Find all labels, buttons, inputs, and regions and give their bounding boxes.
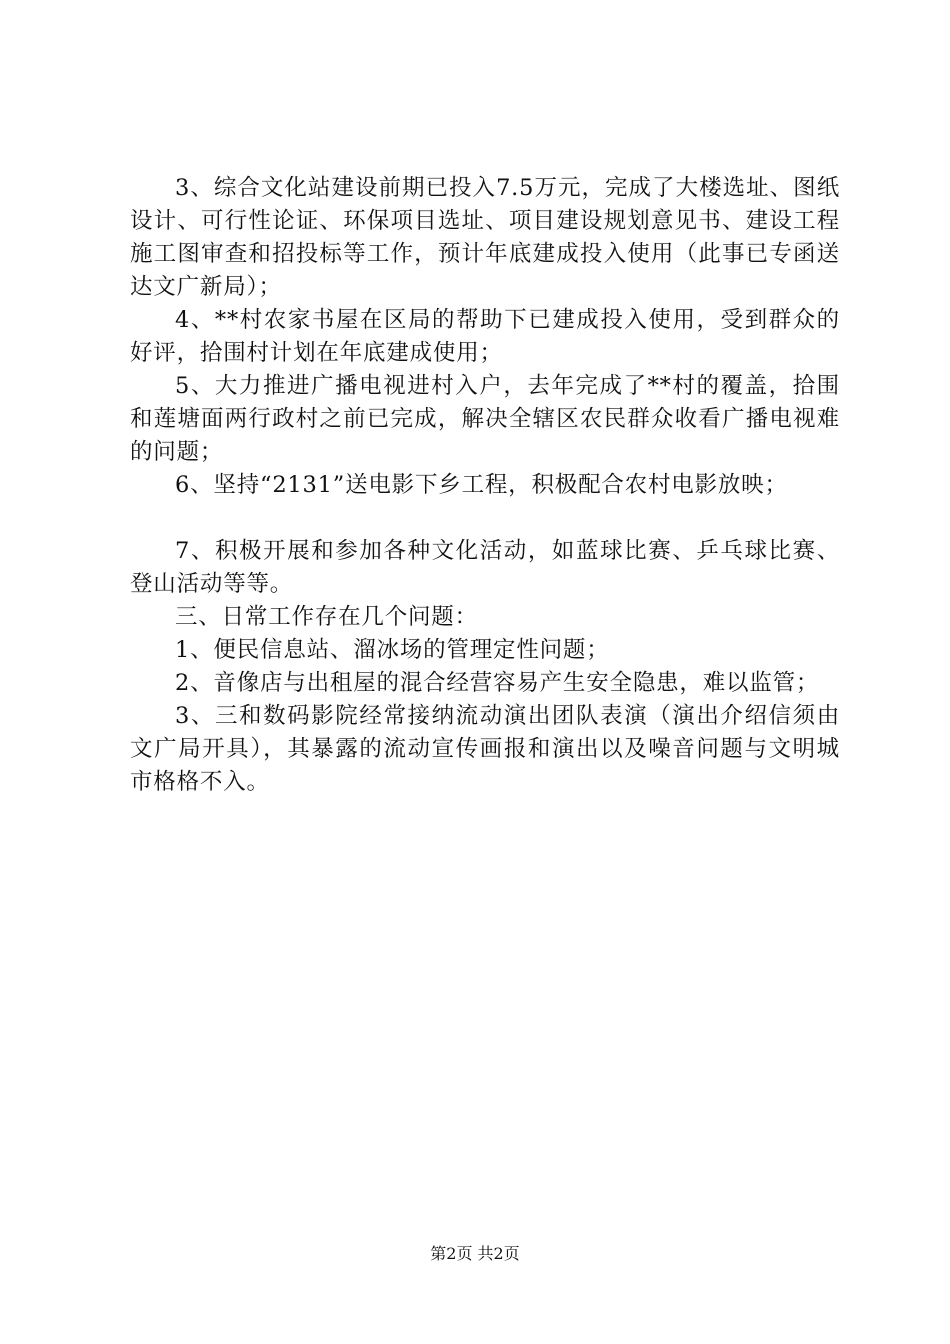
paragraph-item-5: 5、大力推进广播电视进村入户，去年完成了**村的覆盖，拾围和莲塘面两行政村之前已完成，解决全辖区农民群众收看广播电视难的问题；: [130, 373, 840, 465]
paragraph-item-6: 6、坚持“2131”送电影下乡工程，积极配合农村电影放映；: [175, 472, 788, 498]
issue-item-2: 2、音像店与出租屋的混合经营容易产生安全隐患，难以监管；: [175, 670, 820, 696]
document-body: [130, 172, 840, 799]
page-footer: 第2页 共2页: [430, 1244, 520, 1263]
paragraph-item-7: 7、积极开展和参加各种文化活动，如蓝球比赛、乒乓球比赛、登山活动等等。: [130, 538, 840, 597]
paragraph-item-4: 4、**村农家书屋在区局的帮助下已建成投入使用，受到群众的好评，拾围村计划在年底建成使用；: [130, 307, 840, 366]
issue-item-3: 3、三和数码影院经常接纳流动演出团队表演（演出介绍信须由文广局开具），其暴露的流动宣传画报和演出以及噪音问题与文明城市格格不入。: [130, 703, 840, 795]
paragraph-item-3: 3、综合文化站建设前期已投入7.5万元，完成了大楼选址、图纸设计、可行性论证、环保项目选址、项目建设规划意见书、建设工程施工图审查和招投标等工作，预计年底建成投入使用（此事已专函送达文广新局）；: [130, 175, 840, 300]
issue-item-1: 1、便民信息站、溜冰场的管理定性问题；: [175, 637, 610, 663]
section-heading-issues: 三、日常工作存在几个问题：: [175, 604, 478, 630]
